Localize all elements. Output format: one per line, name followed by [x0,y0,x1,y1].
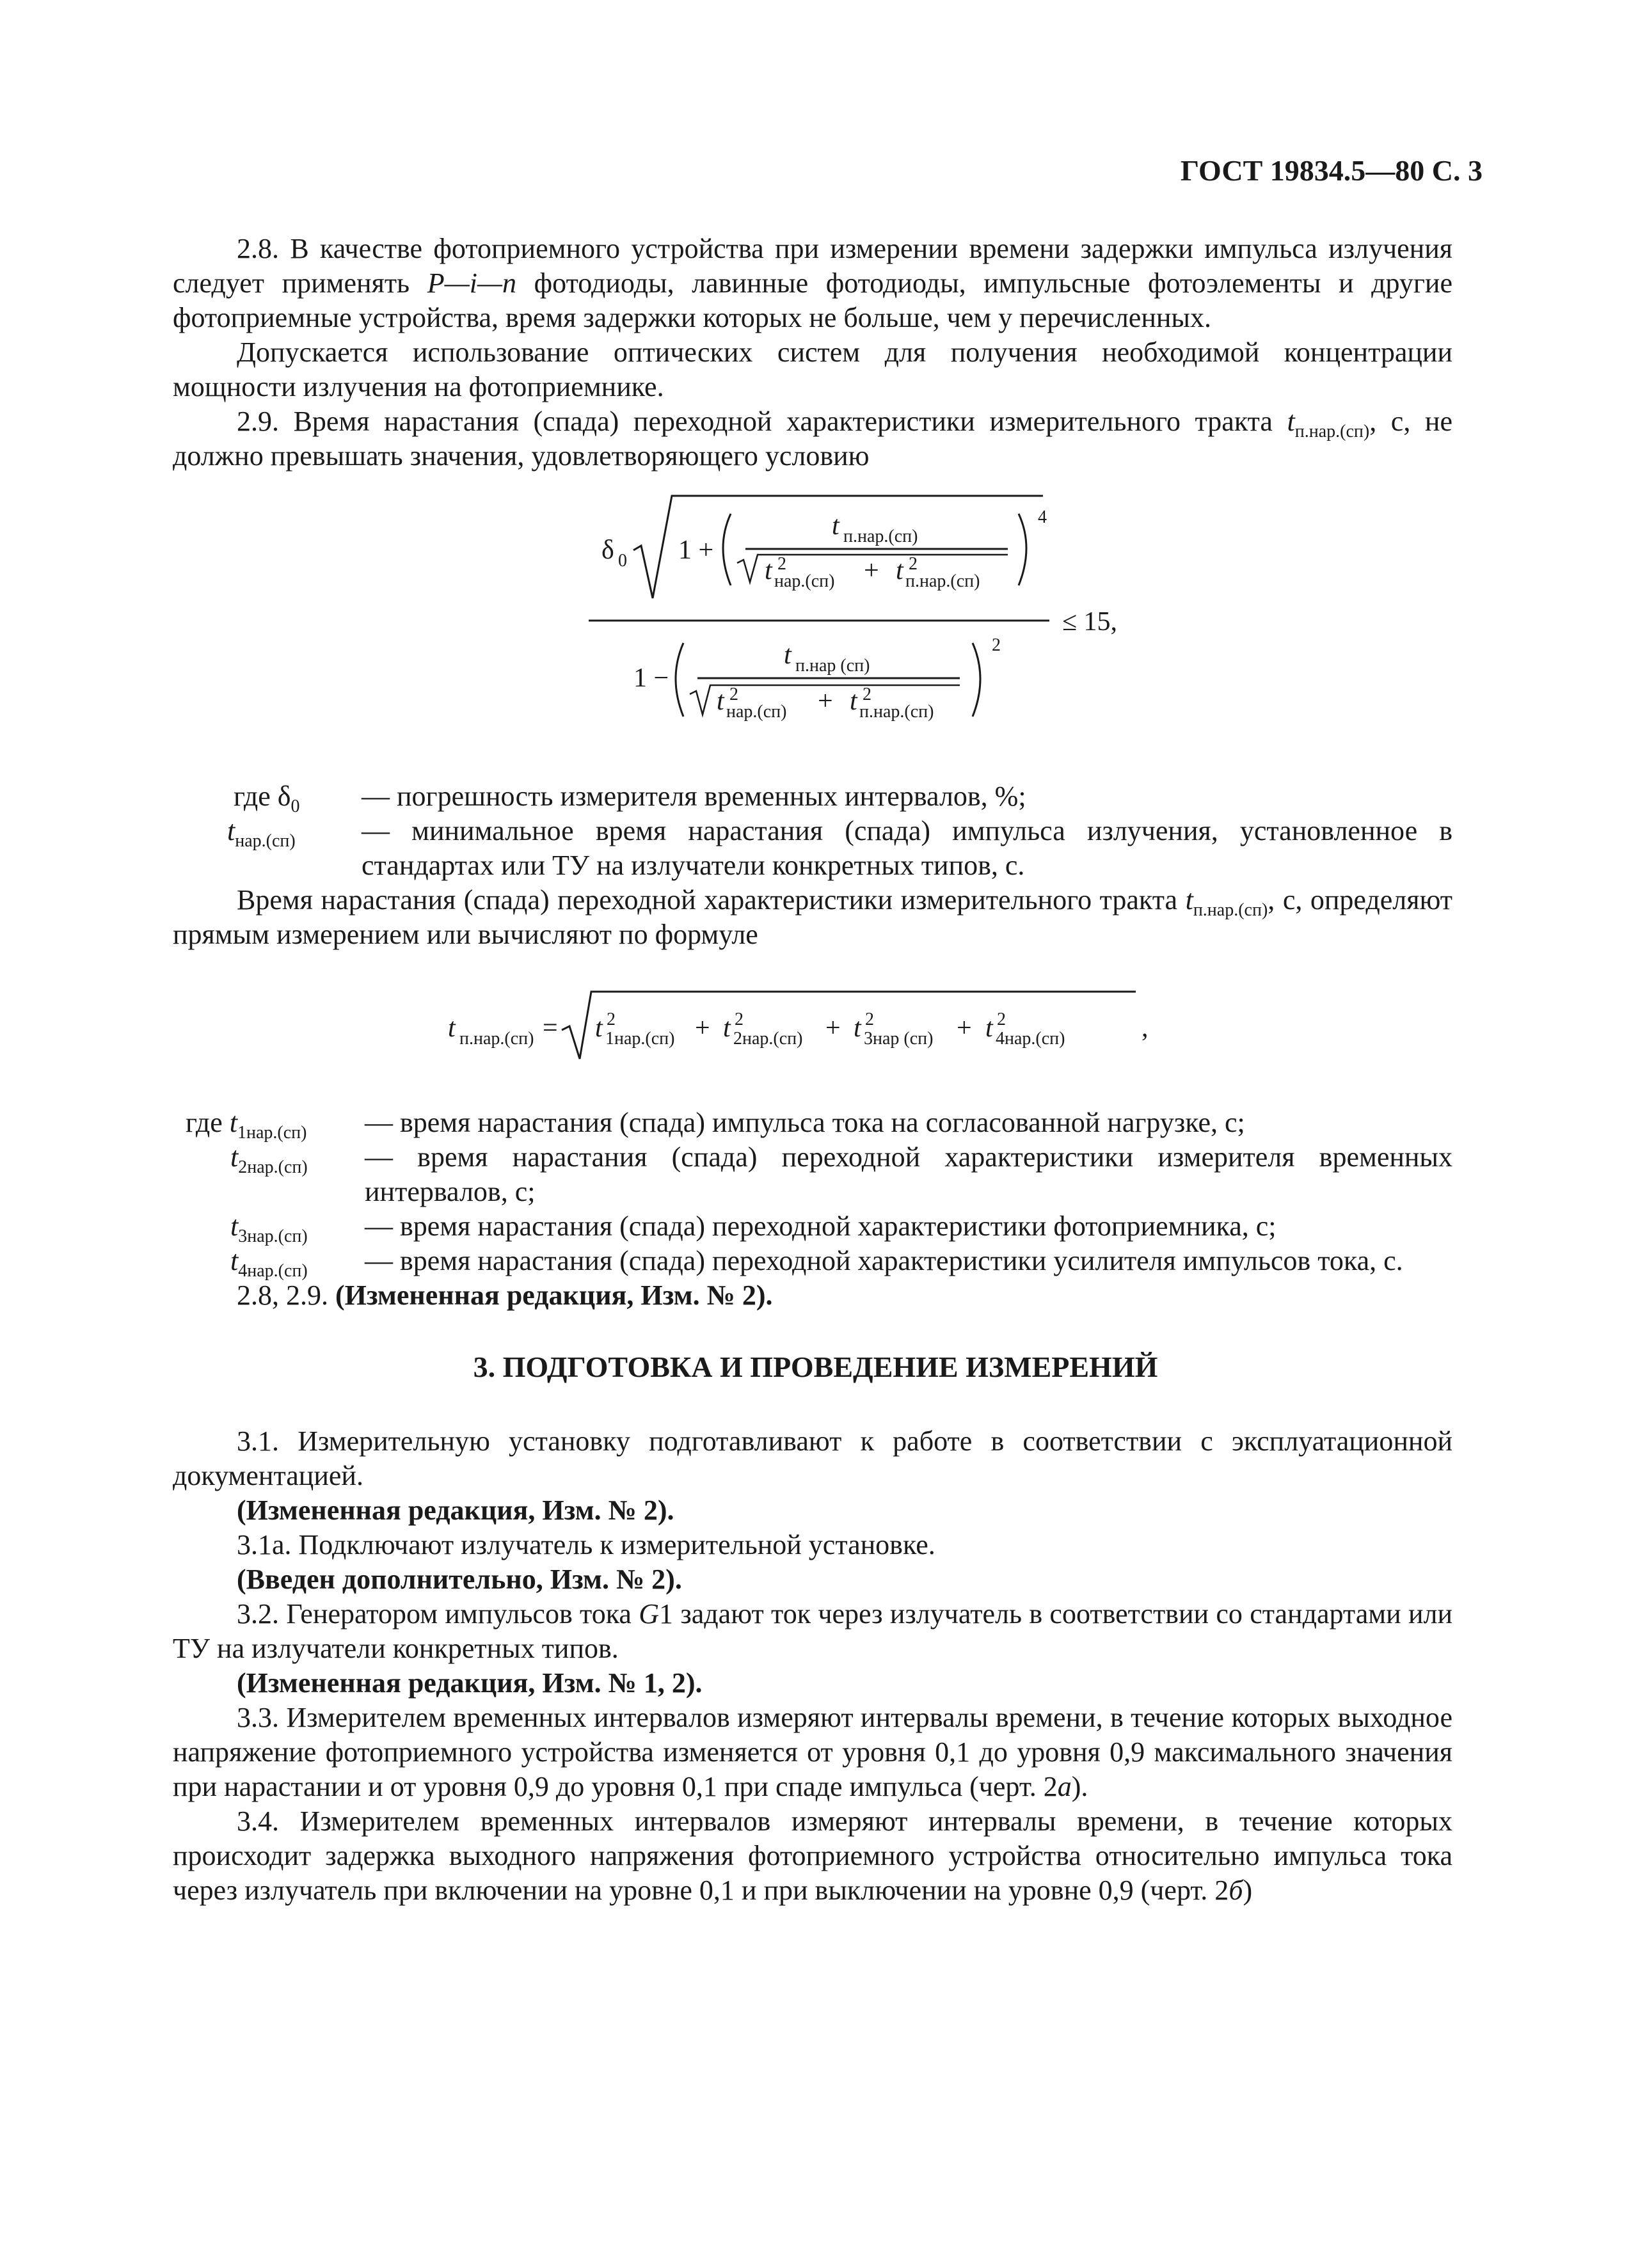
p-direct-sub: п.нар.(сп) [1193,900,1268,920]
formula2-term3-t: t [854,1013,861,1043]
def-tnar-sub: нар.(сп) [235,830,296,851]
def-t2-symbol: t [230,1141,239,1173]
formula1-one-plus: 1 + [678,535,714,565]
formula1-den-sub2: п.нар.(сп) [905,571,980,591]
definition-t1 [173,1106,1452,1141]
formula2-term2-sup: 2 [735,1010,744,1029]
formula1-plus: + [864,556,879,585]
paragraph-2-8 [173,232,1452,473]
p-2-9-symbol: t [1287,406,1295,437]
formula1-one-minus: 1 − [633,663,669,693]
p-3-3-fig: а [1057,1771,1072,1802]
formula1-num-t-b: t [784,640,792,670]
paragraph-3-1a: 3.1а. Подключают излучатель к измерительной установке. [237,1529,935,1560]
definition-t-nar [173,814,1452,885]
def-delta-text: — погрешность измерителя временных интервалов, %; [362,781,1026,812]
def-t2-text: — время нарастания (спада) переходной характеристики измерителя временных интервалов, с; [365,1141,1452,1207]
formula1-delta: δ [601,535,614,565]
formula2-term2-sub: 2нар.(сп) [733,1029,803,1049]
p-direct-text-a: Время нарастания (спада) переходной характеристики измерительного тракта [237,884,1186,916]
paragraph-3-3 [173,1701,1452,1804]
section-3-title: 3. ПОДГОТОВКА И ПРОВЕДЕНИЕ ИЗМЕРЕНИЙ [473,1351,1158,1383]
formula1-paren-right [1019,514,1026,585]
revision-3-2: (Измененная редакция, Изм. № 1, 2). [237,1667,703,1699]
formula1-den-paren-right [973,643,980,717]
formula1-den-sup2: 2 [909,554,918,574]
def-t1-text: — время нарастания (спада) импульса тока на согласованной нагрузке, с; [365,1107,1245,1138]
formula1-lower-den-sub: нар.(сп) [726,702,787,722]
p-3-4-fig: б [1229,1875,1243,1906]
def-tnar-text: — минимальное время нарастания (спада) импульса излучения, установленное в стандартах или ТУ на излучатели конкретных типов, с. [362,815,1452,881]
formula1-lower-den-t2: t [850,686,857,716]
p-2-8-text-b: фотодиоды, лавинные фотодиоды, импульсные фотоэлементы и другие фотоприемные устройства, время задержки которых не больше, чем у перечисленных. [173,267,1453,333]
paragraph-optics: Допускается использование оптических систем для получения необходимой концентрации мощности излучения на фотоприемнике. [173,337,1452,402]
p-3-4-text-b: ) [1243,1875,1253,1906]
def-t1-symbol: t [229,1107,238,1138]
section-3-body [173,1424,1452,1908]
formula2-lhs: t [448,1013,456,1043]
formula1-num-t: t [832,511,839,541]
formula2-plus1: + [695,1013,710,1043]
formula2-term1-sup: 2 [607,1010,616,1029]
formula1-lower-plus: + [818,686,833,716]
def-t4-symbol: t [230,1245,239,1276]
formula2-term1-t: t [595,1013,603,1043]
formula1-den-t: t [765,556,772,585]
def-t1-pre: где [186,1107,230,1138]
def-t4-sub: 4нар.(сп) [238,1260,308,1281]
p-direct-text-b: , с, определяют прямым измерением или вычисляют по формуле [173,884,1453,950]
revision-3-1: (Измененная редакция, Изм. № 2). [237,1495,674,1526]
p-2-8-text-a: 2.8. В качестве фотоприемного устройства при измерении времени задержки импульса излучения следует применять [173,233,1452,299]
paragraph-3-4 [173,1804,1452,1908]
formula2-term2-t: t [723,1013,731,1043]
paragraph-direct [173,883,1452,952]
definition-t3 [173,1209,1452,1245]
formula1-lower-den-sup2: 2 [863,685,871,704]
formula2-tail: , [1142,1013,1149,1043]
formula-condition [563,483,1139,758]
p-3-2-text-b: 1 задают ток через излучатель в соответствии со стандартами или ТУ на излучатели конкретных типов. [173,1598,1452,1664]
formula1-rhs: ≤ 15, [1062,607,1118,637]
p-3-4-text-a: 3.4. Измерителем временных интервалов измеряют интервалы времени, в течение которых происходит задержка выходного напряжения фотоприемного устройства относительно импульса тока через излучатель при включении на уровне 0,1 и при выключении на уровне 0,9 (черт. 2 [173,1805,1452,1906]
formula2-term4-t: t [985,1013,993,1043]
def-tnar-symbol: t [227,815,235,846]
paragraph-3-2 [173,1597,1452,1666]
formula2-term4-sup: 2 [997,1010,1006,1029]
def-delta-sub: 0 [290,796,300,816]
formula1-lower-den-sub2: п.нар.(сп) [859,702,934,722]
formula2-lhs-sub: п.нар.(сп) [459,1029,534,1049]
formula2-radical [562,992,1136,1059]
p-3-3-text-a: 3.3. Измерителем временных интервалов измеряют интервалы времени, в течение которых выходное напряжение фотоприемного устройства изменяется от уровня 0,1 до уровня 0,9 максимального значения при нарастании и от уровня 0,9 до уровня 0,1 при спаде импульса (черт. 2 [173,1702,1452,1802]
formula2-eq: = [543,1013,558,1043]
formula1-den-t2: t [896,556,903,585]
def-t3-text: — время нарастания (спада) переходной характеристики фотоприемника, с; [365,1210,1277,1242]
formula-sum [442,979,1209,1068]
formula2-plus3: + [957,1013,972,1043]
formula1-num-sub-b: п.нар (сп) [795,656,870,676]
def-t2-sub: 2нар.(сп) [238,1157,308,1177]
def-delta-symbol: где δ [234,781,291,812]
p-3-3-text-b: ). [1071,1771,1088,1802]
formula1-lower-den-t: t [717,686,724,716]
p-2-9-text-b: , с, не должно превышать значения, удовлетворяющего условию [173,406,1452,472]
revision-2-8-2-9 [173,1278,1452,1313]
formula1-pow2: 2 [992,635,1001,655]
pin-term: P—i—n [427,267,517,299]
def-t3-sub: 3нар.(сп) [238,1226,308,1246]
paragraph-3-1: 3.1. Измерительную установку подготавливают к работе в соответствии с эксплуатационной документацией. [173,1425,1452,1491]
p-3-2-g: G [639,1598,660,1630]
formula1-pow4: 4 [1038,507,1047,527]
formula2-term4-sub: 4нар.(сп) [996,1029,1065,1049]
paragraph-2-9 [173,404,1452,473]
def-t4-text: — время нарастания (спада) переходной характеристики усилителя импульсов тока, с. [365,1245,1403,1276]
def-t1-sub: 1нар.(сп) [237,1122,307,1143]
p-2-9-subscript: п.нар.(сп) [1294,421,1370,441]
rev-2-8-note: (Измененная редакция, Изм. № 2). [335,1280,773,1311]
formula1-paren-left [723,514,731,585]
formula2-term3-sup: 2 [865,1010,874,1029]
p-2-9-text-a: 2.9. Время нарастания (спада) переходной характеристики измерительного тракта [237,406,1287,437]
formula1-lower-den-sup: 2 [729,685,738,704]
def-t3-symbol: t [230,1210,239,1242]
formula2-term3-sub: 3нар (сп) [864,1029,934,1049]
definition-t2 [173,1140,1452,1212]
definition-delta [173,779,1452,815]
revision-3-1a: (Введен дополнительно, Изм. № 2). [237,1564,682,1595]
formula1-delta-sub: 0 [618,551,627,571]
formula1-den-paren-left [676,643,683,717]
p-direct-symbol: t [1185,884,1193,916]
rev-2-8-ref: 2.8, 2.9. [237,1280,335,1311]
formula2-term1-sub: 1нар.(сп) [605,1029,675,1049]
formula1-den-sub: нар.(сп) [774,571,835,591]
definition-t4 [173,1244,1452,1280]
p-3-2-text-a: 3.2. Генератором импульсов тока [237,1598,639,1630]
formula1-num-sub: п.нар.(сп) [843,527,918,546]
page-header: ГОСТ 19834.5—80 С. 3 [1180,154,1483,187]
formula1-den-sup: 2 [777,554,786,574]
formula2-plus2: + [825,1013,841,1043]
